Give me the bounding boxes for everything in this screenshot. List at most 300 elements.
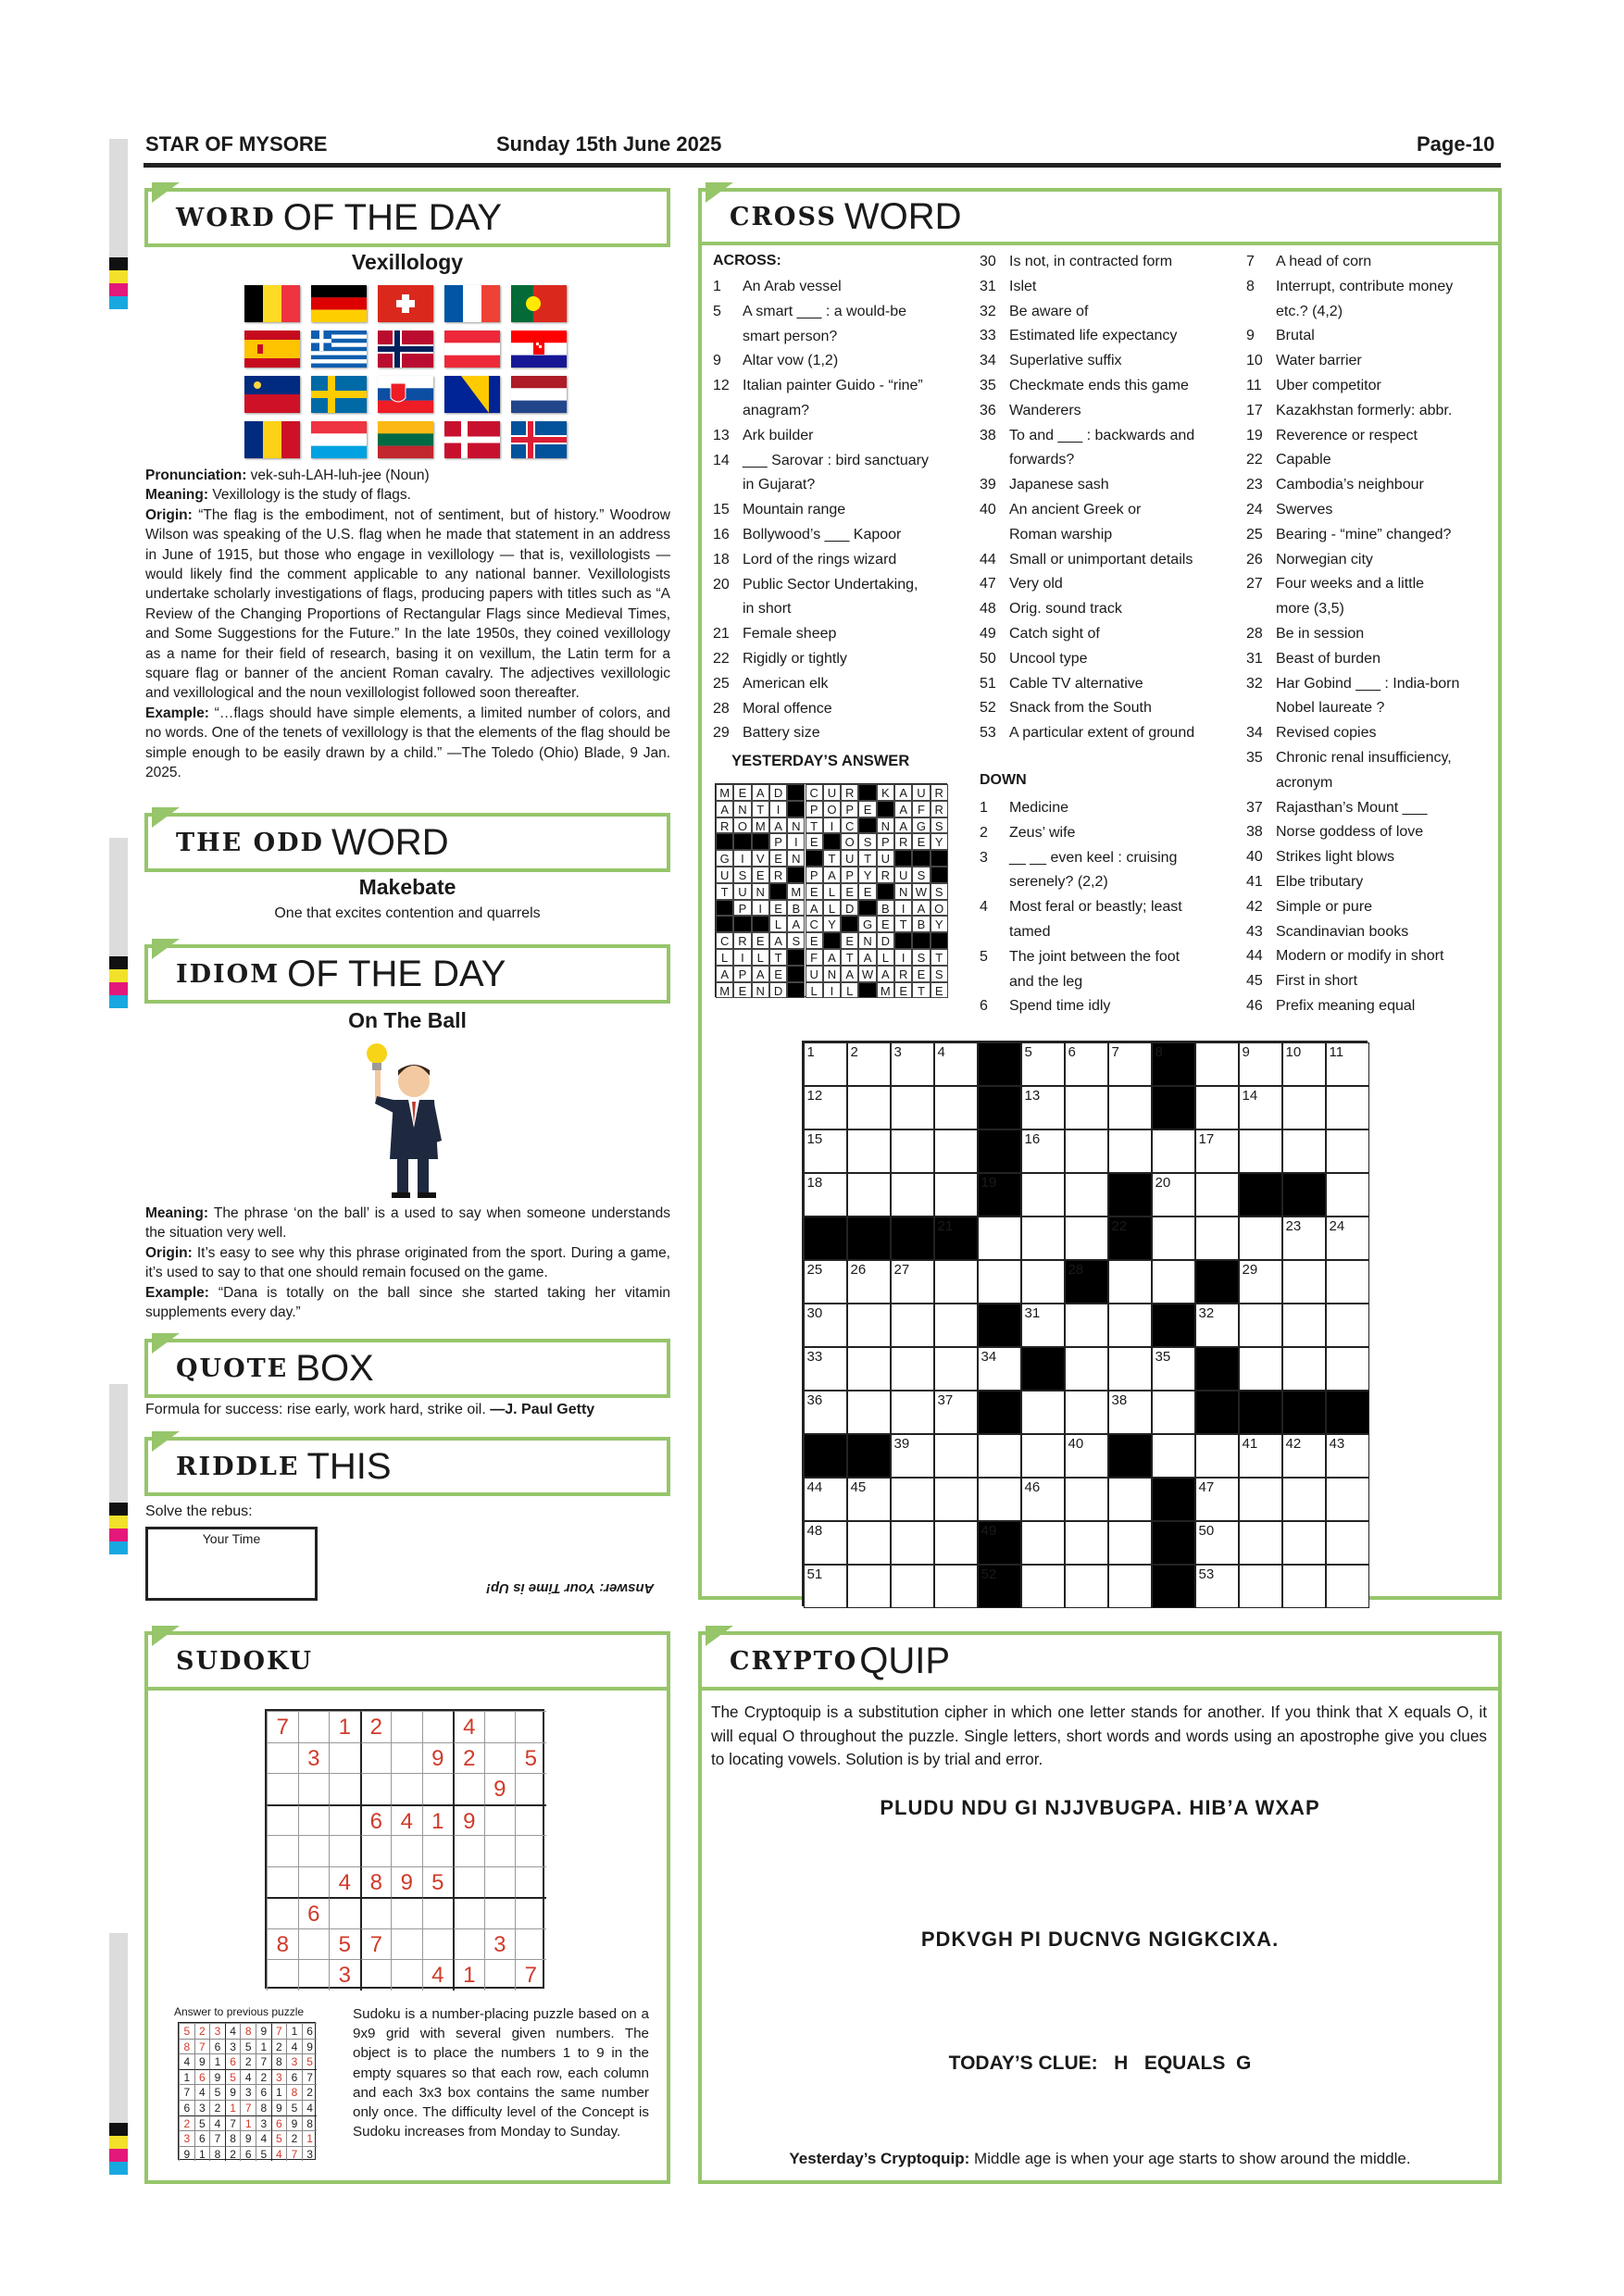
- crossword-cell[interactable]: [1326, 1434, 1369, 1478]
- crossword-cell[interactable]: [1065, 1304, 1108, 1347]
- crossword-cell[interactable]: [847, 1478, 891, 1521]
- crossword-cell[interactable]: [1282, 1434, 1326, 1478]
- crossword-cell[interactable]: [847, 1086, 891, 1129]
- crossword-cell[interactable]: [934, 1042, 978, 1086]
- answer-cell: A: [894, 801, 912, 817]
- crossword-cell[interactable]: [891, 1347, 934, 1391]
- crossword-cell[interactable]: [891, 1086, 934, 1129]
- crossword-cell[interactable]: [1021, 1173, 1065, 1217]
- sudoku-cell[interactable]: [267, 1897, 298, 1928]
- previous-sudoku-cell: 7: [240, 2100, 256, 2115]
- crossword-cell[interactable]: [1108, 1478, 1152, 1521]
- sudoku-cell[interactable]: [391, 1835, 422, 1866]
- crossword-cell[interactable]: [978, 1347, 1021, 1391]
- odd-word: Makebate: [358, 875, 456, 899]
- crossword-cell[interactable]: [1152, 1217, 1195, 1260]
- answer-cell: E: [877, 916, 894, 932]
- crossword-cell[interactable]: [1065, 1173, 1108, 1217]
- previous-sudoku-cell: 2: [256, 2069, 271, 2085]
- crossword-cell[interactable]: [804, 1260, 847, 1304]
- answer-cell: D: [769, 784, 787, 801]
- crossword-cell[interactable]: [891, 1521, 934, 1565]
- crossword-cell[interactable]: [1065, 1086, 1108, 1129]
- sudoku-cell[interactable]: [298, 1711, 330, 1742]
- previous-sudoku-cell: 8: [271, 2053, 287, 2069]
- sudoku-cell: 5: [515, 1742, 546, 1774]
- crossword-cell[interactable]: [978, 1478, 1021, 1521]
- sudoku-cell: 4: [391, 1804, 422, 1836]
- cell-number: 5: [1024, 1043, 1032, 1060]
- crossword-cell[interactable]: [1239, 1521, 1282, 1565]
- previous-sudoku-cell: 1: [209, 2053, 225, 2069]
- registration-swatch: [109, 2123, 128, 2136]
- crossword-cell[interactable]: [804, 1173, 847, 1217]
- clue-item: anagram?: [743, 402, 810, 418]
- crossword-block: [978, 1521, 1021, 1565]
- crossword-cell[interactable]: [1195, 1042, 1239, 1086]
- clue-item: 19 Reverence or respect: [1246, 427, 1418, 443]
- answer-cell: B: [877, 900, 894, 917]
- sudoku-cell[interactable]: [422, 1928, 454, 1960]
- crossword-cell[interactable]: [891, 1042, 934, 1086]
- crossword-cell[interactable]: [891, 1565, 934, 1608]
- sudoku-cell[interactable]: [267, 1773, 298, 1804]
- sudoku-cell[interactable]: [515, 1835, 546, 1866]
- sudoku-cell[interactable]: [515, 1773, 546, 1804]
- sudoku-cell[interactable]: [422, 1897, 454, 1928]
- crossword-cell[interactable]: [934, 1391, 978, 1434]
- answer-cell: I: [823, 817, 841, 834]
- cryptoquip-clue: TODAY’S CLUE: H EQUALS G: [948, 2053, 1252, 2074]
- crossword-block: [1152, 1042, 1195, 1086]
- crossword-cell[interactable]: [1065, 1565, 1108, 1608]
- crossword-cell[interactable]: [1108, 1565, 1152, 1608]
- sudoku-cell[interactable]: [453, 1866, 484, 1898]
- odd-word-definition: One that excites contention and quarrels: [274, 905, 541, 921]
- crossword-cell[interactable]: [804, 1304, 847, 1347]
- answer-block: [912, 932, 930, 949]
- crossword-cell[interactable]: [1108, 1391, 1152, 1434]
- sudoku-cell[interactable]: [360, 1742, 392, 1774]
- previous-sudoku-cell: 2: [225, 2146, 241, 2162]
- crossword-cell[interactable]: [847, 1565, 891, 1608]
- slovakia-flag-icon: [378, 376, 433, 413]
- sudoku-cell[interactable]: [422, 1711, 454, 1742]
- crossword-cell[interactable]: [891, 1434, 934, 1478]
- clue-item: 27 Four weeks and a little: [1246, 576, 1425, 593]
- crossword-cell[interactable]: [1195, 1521, 1239, 1565]
- crossword-cell[interactable]: [1065, 1042, 1108, 1086]
- crossword-cell[interactable]: [1326, 1042, 1369, 1086]
- sudoku-cell[interactable]: [267, 1804, 298, 1836]
- sudoku-cell[interactable]: [329, 1742, 360, 1774]
- crossword-cell[interactable]: [1108, 1260, 1152, 1304]
- sudoku-cell[interactable]: [329, 1804, 360, 1836]
- crossword-cell[interactable]: [1021, 1086, 1065, 1129]
- sudoku-cell[interactable]: [391, 1897, 422, 1928]
- sudoku-cell[interactable]: [329, 1897, 360, 1928]
- crossword-grid: [802, 1041, 1368, 1606]
- crossword-cell[interactable]: [1239, 1434, 1282, 1478]
- answer-block: [769, 883, 787, 900]
- crossword-cell[interactable]: [1282, 1129, 1326, 1173]
- answer-block: [894, 932, 912, 949]
- sudoku-cell[interactable]: [391, 1928, 422, 1960]
- crossword-cell[interactable]: [1326, 1304, 1369, 1347]
- clue-item: 33 Estimated life expectancy: [980, 328, 1178, 344]
- crossword-cell[interactable]: [804, 1521, 847, 1565]
- crossword-cell[interactable]: [891, 1478, 934, 1521]
- sudoku-cell: 6: [360, 1804, 392, 1836]
- sudoku-cell[interactable]: [267, 1959, 298, 1990]
- crossword-cell[interactable]: [934, 1478, 978, 1521]
- clue-item: 40 An ancient Greek or: [980, 501, 1142, 518]
- sudoku-cell[interactable]: [360, 1959, 392, 1990]
- sudoku-cell[interactable]: [484, 1804, 516, 1836]
- crossword-cell[interactable]: [934, 1521, 978, 1565]
- previous-sudoku-cell: 3: [302, 2146, 318, 2162]
- previous-sudoku-cell: 3: [179, 2130, 194, 2146]
- crossword-cell[interactable]: [804, 1086, 847, 1129]
- crossword-cell[interactable]: [891, 1391, 934, 1434]
- crossword-cell[interactable]: [978, 1434, 1021, 1478]
- previous-sudoku-cell: 2: [286, 2130, 302, 2146]
- clue-item: 28 Be in session: [1246, 625, 1365, 642]
- answer-block: [733, 916, 751, 932]
- crossword-cell[interactable]: [891, 1173, 934, 1217]
- crossword-cell[interactable]: [847, 1042, 891, 1086]
- sudoku-cell: 5: [329, 1928, 360, 1960]
- clue-item: Roman warship: [1009, 526, 1113, 543]
- answer-cell: E: [769, 966, 787, 982]
- crossword-cell[interactable]: [1282, 1521, 1326, 1565]
- crossword-cell[interactable]: [1021, 1042, 1065, 1086]
- answer-cell: S: [931, 966, 948, 982]
- crossword-cell[interactable]: [1108, 1086, 1152, 1129]
- cell-number: 27: [893, 1261, 910, 1278]
- crossword-block: [1152, 1304, 1195, 1347]
- sudoku-cell[interactable]: [391, 1773, 422, 1804]
- sudoku-cell[interactable]: [360, 1773, 392, 1804]
- crossword-cell[interactable]: [1021, 1391, 1065, 1434]
- crossword-heading: CROSS WORD: [698, 188, 1502, 245]
- crossword-cell[interactable]: [1021, 1217, 1065, 1260]
- crossword-cell[interactable]: [1065, 1521, 1108, 1565]
- crossword-cell[interactable]: [1239, 1565, 1282, 1608]
- crossword-cell[interactable]: [1152, 1347, 1195, 1391]
- crossword-cell[interactable]: [1326, 1260, 1369, 1304]
- cell-number: 48: [806, 1522, 823, 1539]
- flag-collage: [244, 285, 570, 459]
- clue-item: 50 Uncool type: [980, 650, 1088, 667]
- crossword-cell[interactable]: [847, 1347, 891, 1391]
- cell-number: 9: [1242, 1043, 1250, 1060]
- cell-number: 20: [1155, 1174, 1171, 1191]
- sudoku-cell[interactable]: [484, 1711, 516, 1742]
- crossword-cell[interactable]: [1021, 1129, 1065, 1173]
- crossword-cell[interactable]: [1108, 1347, 1152, 1391]
- crossword-cell[interactable]: [804, 1391, 847, 1434]
- crossword-cell[interactable]: [1195, 1086, 1239, 1129]
- answer-cell: D: [769, 982, 787, 999]
- answer-cell: I: [752, 900, 769, 917]
- clue-item: smart person?: [743, 328, 838, 344]
- crossword-cell[interactable]: [1282, 1260, 1326, 1304]
- crossword-cell[interactable]: [1065, 1434, 1108, 1478]
- sudoku-cell[interactable]: [329, 1835, 360, 1866]
- crossword-cell[interactable]: [1326, 1478, 1369, 1521]
- sudoku-cell[interactable]: [484, 1959, 516, 1990]
- previous-sudoku-cell: 9: [209, 2069, 225, 2085]
- sudoku-cell[interactable]: [484, 1742, 516, 1774]
- answer-cell: S: [931, 883, 948, 900]
- answer-cell: G: [858, 916, 876, 932]
- crossword-cell[interactable]: [1108, 1521, 1152, 1565]
- answer-cell: A: [858, 949, 876, 966]
- crossword-cell[interactable]: [891, 1129, 934, 1173]
- crossword-cell[interactable]: [1282, 1347, 1326, 1391]
- answer-cell: W: [912, 883, 930, 900]
- crossword-cell[interactable]: [804, 1347, 847, 1391]
- sudoku-cell[interactable]: [391, 1742, 422, 1774]
- crossword-cell[interactable]: [934, 1565, 978, 1608]
- answer-cell: U: [894, 867, 912, 883]
- answer-cell: A: [769, 817, 787, 834]
- sudoku-cell[interactable]: [298, 1804, 330, 1836]
- registration-swatch: [109, 283, 128, 296]
- crossword-cell[interactable]: [804, 1129, 847, 1173]
- issue-date: Sunday 15th June 2025: [496, 132, 722, 156]
- crossword-cell[interactable]: [1239, 1478, 1282, 1521]
- crossword-cell[interactable]: [1195, 1304, 1239, 1347]
- crossword-cell[interactable]: [934, 1129, 978, 1173]
- sudoku-cell[interactable]: [391, 1959, 422, 1990]
- answer-block: [716, 916, 733, 932]
- answer-cell: N: [894, 883, 912, 900]
- riddle-prompt: Solve the rebus:: [145, 1504, 253, 1519]
- crossword-cell[interactable]: [847, 1173, 891, 1217]
- crossword-cell[interactable]: [1021, 1304, 1065, 1347]
- crossword-cell[interactable]: [1282, 1304, 1326, 1347]
- sudoku-cell: 7: [267, 1711, 298, 1742]
- sudoku-cell: 2: [453, 1742, 484, 1774]
- sudoku-cell[interactable]: [298, 1866, 330, 1898]
- spain-flag-icon: [244, 331, 300, 368]
- crossword-cell[interactable]: [934, 1304, 978, 1347]
- idiom-text: Meaning: The phrase ‘on the ball’ is a used to say when someone understands the situation very well. Origin: It’s easy to see why this phrase originated from the sport. During a game, it’s used to say to that one should remain focused on the game. Example: “Dana is totally on the ball since she started taking her vitamin supplements every day.”: [145, 1205, 671, 1321]
- sudoku-cell[interactable]: [267, 1742, 298, 1774]
- previous-sudoku-cell: 3: [225, 2039, 241, 2054]
- crossword-block: [1195, 1347, 1239, 1391]
- answer-cell: I: [894, 900, 912, 917]
- crossword-cell[interactable]: [1065, 1391, 1108, 1434]
- crossword-cell[interactable]: [1239, 1304, 1282, 1347]
- sudoku-cell: 2: [360, 1711, 392, 1742]
- crossword-cell[interactable]: [1282, 1042, 1326, 1086]
- crossword-cell[interactable]: [891, 1260, 934, 1304]
- crossword-cell[interactable]: [1108, 1304, 1152, 1347]
- previous-sudoku-cell: 7: [256, 2053, 271, 2069]
- answer-cell: T: [806, 817, 823, 834]
- sudoku-cell[interactable]: [267, 1866, 298, 1898]
- crossword-cell[interactable]: [1152, 1173, 1195, 1217]
- crossword-cell[interactable]: [1239, 1347, 1282, 1391]
- crossword-cell[interactable]: [1065, 1478, 1108, 1521]
- sudoku-cell[interactable]: [329, 1773, 360, 1804]
- crossword-cell[interactable]: [1065, 1347, 1108, 1391]
- sudoku-cell[interactable]: [515, 1804, 546, 1836]
- crossword-cell[interactable]: [1326, 1173, 1369, 1217]
- crossword-block: [1239, 1391, 1282, 1434]
- crossword-cell[interactable]: [1021, 1478, 1065, 1521]
- answer-block: [877, 883, 894, 900]
- crossword-cell[interactable]: [1282, 1086, 1326, 1129]
- crossword-cell[interactable]: [847, 1304, 891, 1347]
- sudoku-cell[interactable]: [391, 1711, 422, 1742]
- cell-number: 15: [806, 1130, 823, 1147]
- sudoku-cell[interactable]: [360, 1897, 392, 1928]
- crossword-cell[interactable]: [1108, 1129, 1152, 1173]
- page-number: Page-10: [1417, 132, 1495, 156]
- cell-number: 46: [1024, 1479, 1041, 1495]
- previous-sudoku-cell: 4: [225, 2023, 241, 2039]
- crossword-cell[interactable]: [1108, 1042, 1152, 1086]
- crossword-cell[interactable]: [1021, 1521, 1065, 1565]
- sudoku-cell[interactable]: [515, 1711, 546, 1742]
- crossword-cell[interactable]: [1152, 1260, 1195, 1304]
- answer-cell: S: [858, 833, 876, 850]
- cryptoquip-heading: CRYPTO QUIP: [698, 1631, 1502, 1691]
- crossword-cell[interactable]: [978, 1217, 1021, 1260]
- crossword-cell[interactable]: [1065, 1217, 1108, 1260]
- crossword-cell[interactable]: [1282, 1217, 1326, 1260]
- crossword-cell[interactable]: [1239, 1086, 1282, 1129]
- crossword-cell[interactable]: [1065, 1129, 1108, 1173]
- sudoku-cell[interactable]: [267, 1835, 298, 1866]
- clue-item: 10 Water barrier: [1246, 353, 1362, 369]
- crossword-cell[interactable]: [1326, 1129, 1369, 1173]
- crossword-cell[interactable]: [1195, 1129, 1239, 1173]
- crossword-cell[interactable]: [1282, 1565, 1326, 1608]
- clue-item: 16 Bollywood’s ___ Kapoor: [713, 526, 902, 543]
- crossword-cell[interactable]: [934, 1173, 978, 1217]
- crossword-cell[interactable]: [1239, 1129, 1282, 1173]
- crossword-cell[interactable]: [1326, 1086, 1369, 1129]
- crossword-block: [978, 1304, 1021, 1347]
- previous-sudoku-cell: 2: [240, 2053, 256, 2069]
- sudoku-cell[interactable]: [515, 1897, 546, 1928]
- sudoku-cell[interactable]: [298, 1959, 330, 1990]
- sudoku-cell[interactable]: [298, 1928, 330, 1960]
- answer-cell: G: [716, 850, 733, 867]
- crossword-cell[interactable]: [934, 1434, 978, 1478]
- previous-sudoku-cell: 5: [286, 2100, 302, 2115]
- sudoku-cell[interactable]: [422, 1835, 454, 1866]
- crossword-cell[interactable]: [1239, 1042, 1282, 1086]
- sudoku-cell: 4: [329, 1866, 360, 1898]
- clue-item: 53 A particular extent of ground: [980, 725, 1195, 742]
- crossword-cell[interactable]: [1195, 1434, 1239, 1478]
- crossword-cell[interactable]: [1326, 1347, 1369, 1391]
- sudoku-cell[interactable]: [484, 1835, 516, 1866]
- answer-cell: A: [787, 916, 805, 932]
- crossword-cell[interactable]: [891, 1304, 934, 1347]
- answer-cell: I: [823, 982, 841, 999]
- crossword-block: [1152, 1478, 1195, 1521]
- crossword-cell[interactable]: [847, 1521, 891, 1565]
- crossword-cell[interactable]: [1152, 1434, 1195, 1478]
- crossword-cell[interactable]: [804, 1478, 847, 1521]
- sudoku-cell[interactable]: [360, 1835, 392, 1866]
- crossword-cell[interactable]: [934, 1347, 978, 1391]
- cell-number: 28: [1068, 1261, 1084, 1278]
- sudoku-cell[interactable]: [484, 1897, 516, 1928]
- crossword-cell[interactable]: [1239, 1217, 1282, 1260]
- crossword-cell[interactable]: [934, 1260, 978, 1304]
- crossword-cell[interactable]: [1195, 1173, 1239, 1217]
- crossword-cell[interactable]: [934, 1086, 978, 1129]
- crossword-cell[interactable]: [1195, 1217, 1239, 1260]
- crossword-cell[interactable]: [847, 1129, 891, 1173]
- clue-item: 7 A head of corn: [1246, 254, 1372, 269]
- sudoku-cell[interactable]: [453, 1897, 484, 1928]
- answer-cell: S: [733, 867, 751, 883]
- word-of-day-text: Pronunciation: vek-suh-LAH-luh-jee (Noun) Meaning: Vexillology is the study of flags. Origin: “The flag is the embodiment, not of sentiment, but of history.” Woodrow Wilson was speaking of the U.S. flag when he made that statement in an address in June of 1915, but those who engage in vexillology — that is, vexillologists — would likely find the comment applicable to any national banner. Vexillologists undertake scholarly investigations of flags, producing papers with titles such as “A Review of the Changing Proportions of Rectangular Flags since Medieval Times, and Some Suggestions for the Future.” In the late 1950s, they coined vexillology as a name for their field of research, basing it on vexillum, the Latin term for a square flag or banner of the ancient Roman cavalry. The adjectives vexillologic and vexillological and the noun vexillologist followed soon thereafter. Example: “…flags should have simple elements, a limited number of colors, and no words. One of the tenets of vexillology is that the elements of the flag should be simple enough to be easily drawn by a child.” —The Toledo (Ohio) Blade, 9 Jan. 2025.: [145, 468, 670, 781]
- sudoku-cell[interactable]: [453, 1835, 484, 1866]
- previous-sudoku-cell: 5: [256, 2146, 271, 2162]
- cell-number: 34: [981, 1348, 997, 1365]
- sudoku-cell[interactable]: [422, 1773, 454, 1804]
- sudoku-cell[interactable]: [484, 1866, 516, 1898]
- cell-number: 17: [1198, 1130, 1215, 1147]
- crossword-cell[interactable]: [1021, 1434, 1065, 1478]
- crossword-cell[interactable]: [847, 1391, 891, 1434]
- crossword-cell[interactable]: [1326, 1217, 1369, 1260]
- registration-swatch: [109, 1503, 128, 1516]
- crossword-cell[interactable]: [1195, 1565, 1239, 1608]
- sudoku-cell[interactable]: [298, 1835, 330, 1866]
- sudoku-cell[interactable]: [515, 1928, 546, 1960]
- previous-sudoku-cell: 8: [179, 2039, 194, 2054]
- crossword-cell[interactable]: [1021, 1260, 1065, 1304]
- crossword-cell[interactable]: [1239, 1260, 1282, 1304]
- answer-cell: L: [752, 949, 769, 966]
- crossword-cell[interactable]: [804, 1565, 847, 1608]
- clue-item: 36 Wanderers: [980, 402, 1081, 418]
- crossword-cell[interactable]: [978, 1260, 1021, 1304]
- crossword-cell[interactable]: [1021, 1565, 1065, 1608]
- cryptoquip-intro: The Cryptoquip is a substitution cipher in which one letter stands for another. If you think that X equals O, it will equal O throughout the puzzle. Single letters, short words and words using an apostrophe give you clues to locating vowels. Solution is by trial and error.: [711, 1703, 1487, 1769]
- sudoku-cell[interactable]: [298, 1773, 330, 1804]
- romania-flag-icon: [244, 421, 300, 458]
- crossword-cell[interactable]: [1152, 1391, 1195, 1434]
- sudoku-cell[interactable]: [515, 1866, 546, 1898]
- crossword-cell[interactable]: [1326, 1521, 1369, 1565]
- crossword-cell[interactable]: [1152, 1129, 1195, 1173]
- registration-swatch: [109, 2162, 128, 2175]
- sudoku-cell[interactable]: [453, 1928, 484, 1960]
- sudoku-cell[interactable]: [453, 1773, 484, 1804]
- cell-number: 18: [806, 1174, 823, 1191]
- crossword-cell[interactable]: [1282, 1478, 1326, 1521]
- clue-item: and the leg: [1009, 973, 1083, 990]
- previous-sudoku-cell: 8: [302, 2115, 318, 2131]
- answer-block: [858, 982, 876, 999]
- crossword-cell[interactable]: [1195, 1478, 1239, 1521]
- crossword-cell[interactable]: [804, 1042, 847, 1086]
- crossword-cell[interactable]: [1326, 1565, 1369, 1608]
- crossword-cell[interactable]: [847, 1260, 891, 1304]
